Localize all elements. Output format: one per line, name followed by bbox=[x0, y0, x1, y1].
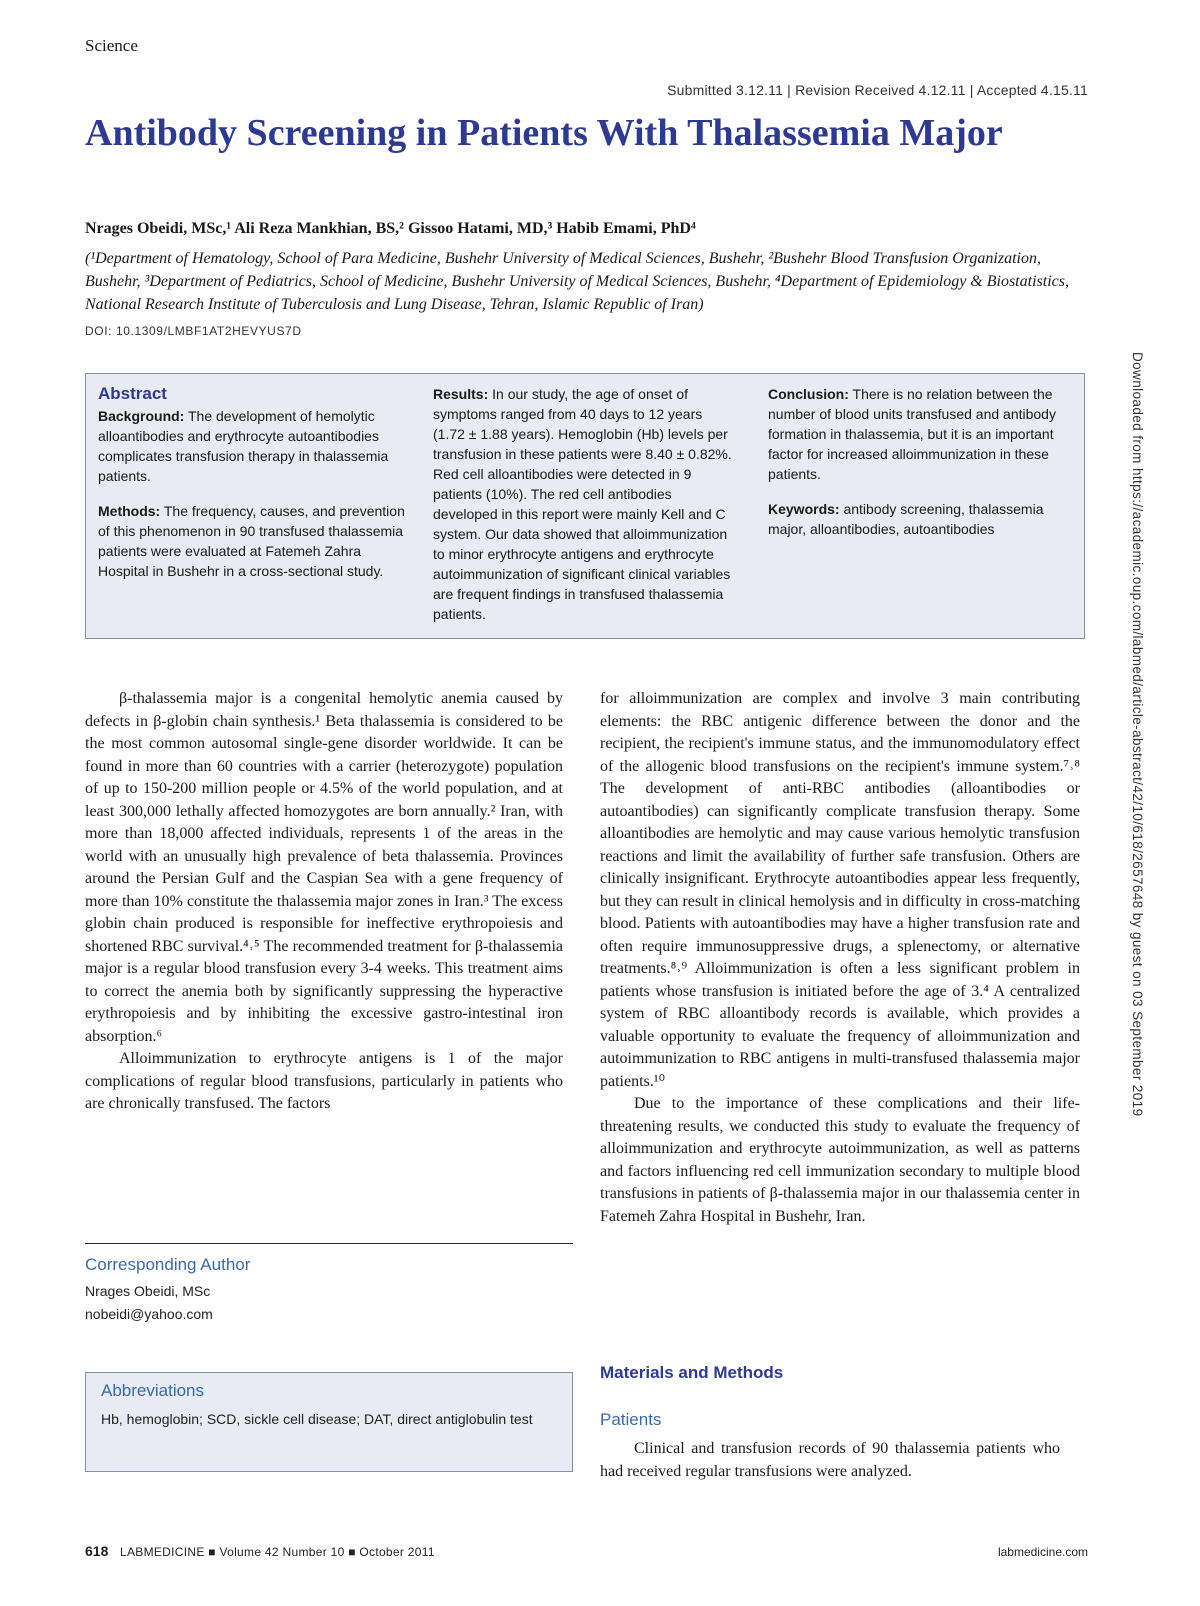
abstract-methods bbox=[98, 501, 408, 581]
abstract-column-3 bbox=[768, 384, 1073, 554]
keywords-text: antibody screening, thalassemia major, alloantibodies, autoantibodies bbox=[768, 501, 1044, 537]
body-paragraph: Due to the importance of these complications and their life-threatening results, we conducted this study to evaluate the frequency of alloimmunization and erythrocyte autoimmunization, as well as patterns and factors influencing red cell immunization secondary to multiple blood transfusions in patients of β-thalassemia major in our thalassemia center in Fatemeh Zahra Hospital in Bushehr, Iran. bbox=[600, 1095, 1080, 1225]
body-column-left bbox=[85, 688, 563, 1116]
page-number: 618 bbox=[85, 1543, 109, 1559]
methods-label: Methods: bbox=[98, 503, 161, 519]
abbreviations-heading: Abbreviations bbox=[101, 1381, 205, 1400]
abbreviations-text: Hb, hemoglobin; SCD, sickle cell disease; DAT, direct antiglobulin test bbox=[101, 1411, 533, 1427]
divider bbox=[85, 1243, 573, 1244]
abbreviations-box bbox=[85, 1372, 573, 1472]
abstract-background bbox=[98, 406, 408, 486]
conclusion-label: Conclusion: bbox=[768, 386, 849, 402]
corresponding-author-heading: Corresponding Author bbox=[85, 1255, 251, 1274]
background-text: The development of hemolytic alloantibodies and erythrocyte autoantibodies complicates transfusion therapy in thalassemia patients. bbox=[98, 408, 389, 484]
abstract-results bbox=[433, 384, 738, 624]
download-notice: Downloaded from https://academic.oup.com/labmed/article-abstract/42/10/618/2657648 by guest on 03 September 2019 bbox=[1130, 352, 1145, 1117]
section-label: Science bbox=[85, 36, 138, 55]
abstract-conclusion bbox=[768, 384, 1073, 484]
abstract-keywords bbox=[768, 499, 1073, 539]
results-text: In our study, the age of onset of symptoms ranged from 40 days to 12 years (1.72 ± 1.88 years). Hemoglobin (Hb) levels per transfusion in these patients were 8.40 ± 0.82%. Red cell alloantibodies were detected in 9 patients (10%). The red cell antibodies developed in this report were mainly Kell and C system. Our data showed that alloimmunization to minor erythrocyte antigens and erythrocyte autoimmunization of significant clinical variables are frequent findings in transfused thalassemia patients. bbox=[433, 386, 732, 622]
methods-text: The frequency, causes, and prevention of this phenomenon in 90 transfused thalassemia patients were evaluated at Fatemeh Zahra Hospital in Bushehr in a cross-sectional study. bbox=[98, 503, 405, 579]
author-list: Nrages Obeidi, MSc,¹ Ali Reza Mankhian, BS,² Gissoo Hatami, MD,³ Habib Emami, PhD⁴ bbox=[85, 220, 696, 237]
abstract-column-1 bbox=[98, 384, 408, 596]
body-column-right bbox=[600, 688, 1080, 1228]
abstract-heading: Abstract bbox=[98, 384, 167, 403]
materials-methods-heading: Materials and Methods bbox=[600, 1363, 784, 1382]
abstract-column-2 bbox=[433, 384, 738, 639]
results-label: Results: bbox=[433, 386, 489, 402]
journal-info: LABMEDICINE ■ Volume 42 Number 10 ■ October 2011 bbox=[120, 1545, 435, 1559]
body-paragraph: β-thalassemia major is a congenital hemolytic anemia caused by defects in β-globin chain synthesis.¹ Beta thalassemia is considered to be the most common autosomal single-gene disorder worldwide. It can be found in more than 60 countries with a carrier (heterozygote) population of up to 150-200 million people or 4.5% of the world population, and at least 300,000 lethally affected homozygotes are born annually.² Iran, with more than 18,000 affected individuals, represents 1 of the areas in the world with an unusually high prevalence of beta thalassemia. Provinces around the Persian Gulf and the Caspian Sea with a gene frequency of more than 10% constitute the thalassemia major zones in Iran.³ The excess globin chain produced is responsible for ineffective erythropoiesis and shortened RBC survival.⁴˒⁵ The recommended treatment for β-thalassemia major is a regular blood transfusion every 3-4 weeks. This treatment aims to correct the anemia both by significantly suppressing the hyperactive erythropoiesis and by inhibiting the excessive gastro-intestinal iron absorption.⁶ bbox=[85, 690, 563, 1045]
body-paragraph: Alloimmunization to erythrocyte antigens is 1 of the major complications of regular blood transfusions, particularly in patients who are chronically transfused. The factors bbox=[85, 1050, 563, 1112]
patients-section bbox=[600, 1438, 1060, 1483]
body-paragraph: for alloimmunization are complex and involve 3 main contributing elements: the RBC antigenic difference between the donor and the recipient, the recipient's immune status, and the immunomodulatory effect of the allogenic blood transfusions on the recipient's immune system.⁷˒⁸ The development of anti-RBC antibodies (alloantibodies or autoantibodies) can significantly complicate transfusion therapy. Some alloantibodies are hemolytic and may cause various hemolytic transfusion reactions and limit the availability of further safe transfusion. Others are clinically insignificant. Erythrocyte autoantibodies appear less frequently, but they can result in clinical hemolysis and in difficulty in cross-matching blood. Patients with autoantibodies may have a higher transfusion rate and often require immunosuppressive drugs, a splenectomy, or alternative treatments.⁸˒⁹ Alloimmunization is often a less significant problem in patients whose transfusion is initiated before the age of 3.⁴ A centralized system of RBC alloantibody records is available, which provides a valuable opportunity to evaluate the frequency of alloimmunization and autoimmunization to RBC antigens in multi-transfused thalassemia major patients.¹⁰ bbox=[600, 690, 1080, 1090]
submission-dates: Submitted 3.12.11 | Revision Received 4.12.11 | Accepted 4.15.11 bbox=[667, 82, 1088, 98]
corresponding-author-name: Nrages Obeidi, MSc bbox=[85, 1283, 211, 1299]
doi[interactable]: DOI: 10.1309/LMBF1AT2HEVYUS7D bbox=[85, 324, 302, 338]
affiliations: (¹Department of Hematology, School of Para Medicine, Bushehr University of Medical Sciences, Bushehr, ²Bushehr Blood Transfusion Organization, Bushehr, ³Department of Pediatrics, School of Medicine, Bushehr University of Medical Sciences, Bushehr, ⁴Department of Epidemiology & Biostatistics, National Research Institute of Tuberculosis and Lung Disease, Tehran, Islamic Republic of Iran) bbox=[85, 250, 1069, 313]
patients-heading: Patients bbox=[600, 1410, 662, 1429]
background-label: Background: bbox=[98, 408, 185, 424]
abstract-box bbox=[85, 373, 1085, 639]
body-paragraph: Clinical and transfusion records of 90 thalassemia patients who had received regular transfusions were analyzed. bbox=[600, 1440, 1060, 1480]
keywords-label: Keywords: bbox=[768, 501, 840, 517]
corresponding-author-email[interactable]: nobeidi@yahoo.com bbox=[85, 1306, 213, 1322]
article-title: Antibody Screening in Patients With Thalassemia Major bbox=[85, 112, 1003, 154]
conclusion-text: There is no relation between the number of blood units transfused and antibody formation in thalassemia, but it is an important factor for increased alloimmunization in these patients. bbox=[768, 386, 1056, 482]
journal-website[interactable]: labmedicine.com bbox=[997, 1545, 1088, 1559]
